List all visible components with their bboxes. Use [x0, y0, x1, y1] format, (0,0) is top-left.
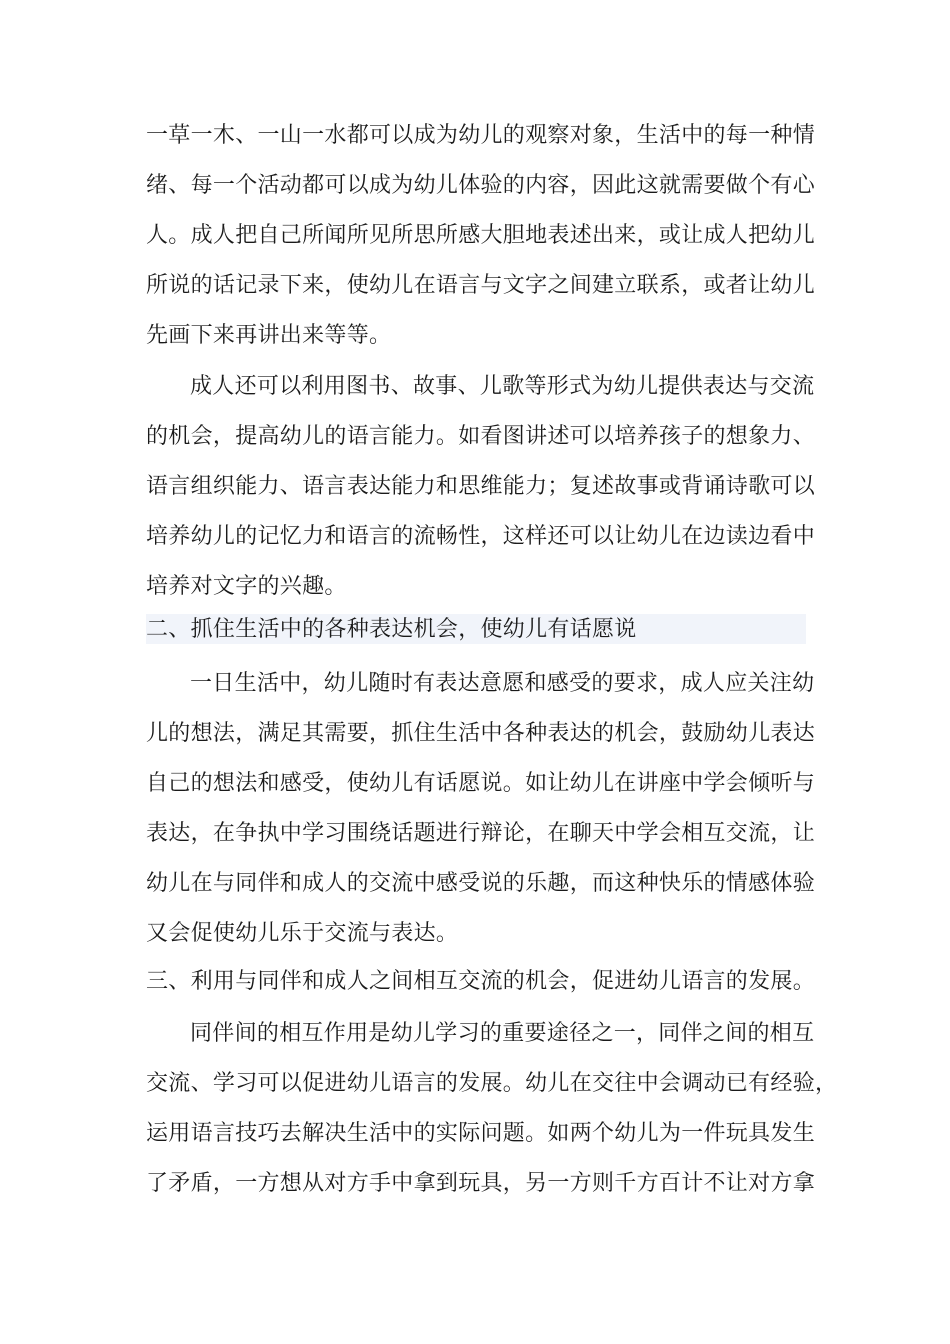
paragraph-peer-line: 交流、学习可以促进幼儿语言的发展。幼儿在交往中会调动已有经验，: [146, 1071, 838, 1096]
paragraph-intro-line: 所说的话记录下来，使幼儿在语言与文字之间建立联系，或者让幼儿: [146, 273, 816, 298]
paragraph-intro-line: 人。成人把自己所闻所见所思所感大胆地表述出来，或让成人把幼儿: [146, 223, 816, 248]
paragraph-intro-line: 绪、每一个活动都可以成为幼儿体验的内容，因此这就需要做个有心: [146, 173, 816, 198]
paragraph-intro-line: 一草一木、一山一水都可以成为幼儿的观察对象，生活中的每一种情: [146, 123, 816, 148]
paragraph-peer-line: 运用语言技巧去解决生活中的实际问题。如两个幼儿为一件玩具发生: [146, 1121, 816, 1146]
paragraph-books-line: 语言组织能力、语言表达能力和思维能力；复述故事或背诵诗歌可以: [146, 474, 816, 499]
paragraph-peer-line: 了矛盾，一方想从对方手中拿到玩具，另一方则千方百计不让对方拿: [146, 1171, 816, 1196]
paragraph-daily-line: 幼儿在与同伴和成人的交流中感受说的乐趣，而这种快乐的情感体验: [146, 871, 816, 896]
paragraph-daily-line: 自己的想法和感受，使幼儿有话愿说。如让幼儿在讲座中学会倾听与: [146, 771, 816, 796]
paragraph-daily-line: 表达，在争执中学习围绕话题进行辩论，在聊天中学会相互交流，让: [146, 821, 816, 846]
section-heading-two: 二、抓住生活中的各种表达机会，使幼儿有话愿说: [146, 617, 637, 642]
paragraph-books-line: 培养对文字的兴趣。: [146, 574, 347, 599]
paragraph-books-line: 培养幼儿的记忆力和语言的流畅性，这样还可以让幼儿在边读边看中: [146, 524, 816, 549]
section-heading-three: 三、利用与同伴和成人之间相互交流的机会，促进幼儿语言的发展。: [146, 969, 816, 994]
paragraph-peer-line: 同伴间的相互作用是幼儿学习的重要途径之一，同伴之间的相互: [190, 1021, 815, 1046]
paragraph-daily-line: 又会促使幼儿乐于交流与表达。: [146, 921, 459, 946]
paragraph-daily-line: 一日生活中，幼儿随时有表达意愿和感受的要求，成人应关注幼: [190, 671, 815, 696]
paragraph-daily-line: 儿的想法，满足其需要，抓住生活中各种表达的机会，鼓励幼儿表达: [146, 721, 816, 746]
paragraph-books-line: 的机会，提高幼儿的语言能力。如看图讲述可以培养孩子的想象力、: [146, 424, 816, 449]
paragraph-intro-line: 先画下来再讲出来等等。: [146, 323, 392, 348]
paragraph-books-line: 成人还可以利用图书、故事、儿歌等形式为幼儿提供表达与交流: [190, 374, 815, 399]
